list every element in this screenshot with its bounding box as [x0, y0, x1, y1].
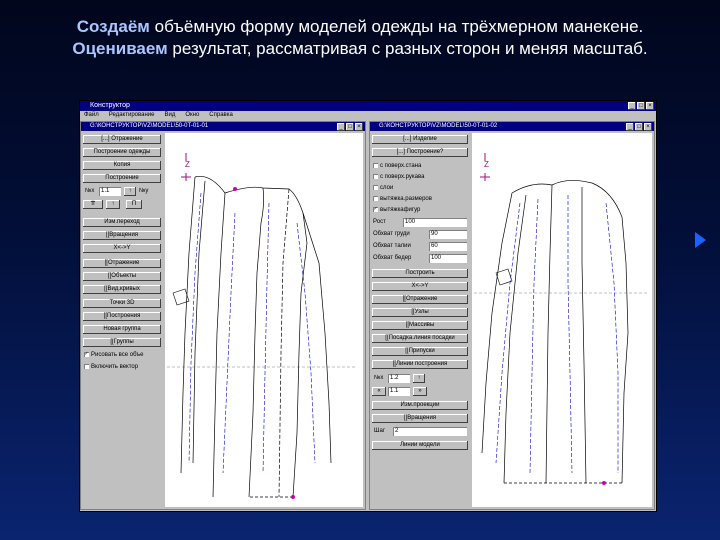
slide-title-text-1: объёмную форму моделей одежды на трёхмерном манекене.: [149, 17, 644, 36]
hem-point-marker: [602, 481, 606, 485]
nx-input[interactable]: 1.2: [388, 374, 410, 383]
p-button[interactable]: П: [126, 200, 142, 209]
slide-title-text-2: результат, рассматривая с разных сторон и меняя масштаб.: [167, 39, 648, 58]
nx-up-button[interactable]: ↑: [124, 187, 136, 196]
left-mannequin-drawing: [165, 133, 363, 507]
menu-edit[interactable]: Редактирование: [108, 112, 155, 118]
swap-xy-button[interactable]: X<->Y: [83, 244, 161, 253]
app-title-bar: [80, 101, 656, 111]
minimize-icon[interactable]: _: [626, 123, 634, 131]
neck-point-marker: [233, 187, 237, 191]
checkbox-empty-icon: [373, 163, 378, 168]
checkbox-layers[interactable]: [373, 184, 393, 193]
construction-lines-button[interactable]: [[Линии построения: [372, 360, 468, 369]
change-transition-button[interactable]: Изм.переход: [83, 218, 161, 227]
checkbox-check-icon: ✓: [373, 205, 378, 212]
left-window-title-bar: [81, 122, 365, 131]
checkbox-check-icon: ✓: [84, 350, 89, 357]
model-lines-button[interactable]: Линии модели: [372, 441, 468, 450]
menu-help[interactable]: Справка: [209, 112, 233, 118]
checkbox-sleeve[interactable]: [373, 173, 424, 182]
points-3d-button[interactable]: Точки 3D: [83, 299, 161, 308]
maximize-icon[interactable]: □: [635, 123, 643, 131]
nx-input[interactable]: 1.1: [99, 187, 121, 196]
menu-bar: [80, 111, 656, 120]
right-window-controls: [626, 123, 652, 131]
close-icon[interactable]: ×: [644, 123, 652, 131]
maximize-icon[interactable]: □: [346, 123, 354, 131]
right-window-title-bar: [370, 122, 654, 131]
slide-title-emphasis-2: Оцениваем: [72, 39, 168, 58]
app-window: [80, 101, 656, 511]
slide-title-line-1: [40, 16, 680, 38]
construction-button[interactable]: Построение: [83, 174, 161, 183]
checkbox-figure[interactable]: [373, 206, 420, 215]
build-button[interactable]: Построить: [372, 269, 468, 278]
height-input[interactable]: 100: [403, 218, 467, 227]
elbow-detail: [496, 269, 512, 285]
z-axis-label: Z: [185, 160, 190, 169]
checkbox-layers-label: слои: [380, 185, 394, 191]
allowances-button[interactable]: [[Припуски: [372, 347, 468, 356]
copy-button[interactable]: Копия: [83, 161, 161, 170]
garment-contour: [482, 180, 628, 483]
constructions-button[interactable]: [[Построения: [83, 312, 161, 321]
rotations-button[interactable]: [[Вращения: [83, 231, 161, 240]
fit-line-button[interactable]: [[Посадка.линия посадки: [372, 334, 468, 343]
close-icon[interactable]: ×: [355, 123, 363, 131]
step-label: Шаг: [374, 428, 386, 434]
vector-checkbox[interactable]: [84, 363, 138, 372]
minimize-icon[interactable]: _: [628, 102, 636, 110]
construction-menu-button[interactable]: [...] Построение?: [372, 148, 468, 157]
rotations-button[interactable]: [[Вращения: [372, 414, 468, 423]
checkbox-empty-icon: [373, 196, 378, 201]
nx-label: №х: [85, 188, 95, 194]
height-label: Рост: [373, 219, 386, 225]
right-window-title: G:\КОНСТРУКТОР\VZ\MODEL\50-0T-01-02: [379, 123, 498, 129]
left-arrows-button[interactable]: «: [372, 387, 386, 396]
app-window-controls: [628, 102, 654, 110]
slide-title: [40, 16, 680, 60]
right-model-window: [370, 122, 654, 509]
menu-file[interactable]: Файл: [84, 112, 99, 118]
checkbox-empty-icon: [373, 185, 378, 190]
reflections-button[interactable]: [[Отражение: [83, 259, 161, 268]
swap-xy-button[interactable]: X<->Y: [372, 282, 468, 291]
curve-view-button[interactable]: [[Вид.кривых: [83, 285, 161, 294]
checkbox-empty-icon: [373, 174, 378, 179]
arrays-button[interactable]: [[Массивы: [372, 321, 468, 330]
checkbox-sizes[interactable]: [373, 195, 432, 204]
minimize-icon[interactable]: _: [337, 123, 345, 131]
slide-bullet-arrow-icon: [695, 232, 706, 248]
build-clothes-button[interactable]: Построение одежды: [83, 148, 161, 157]
step-button[interactable]: ↑: [106, 200, 120, 209]
product-button[interactable]: [...] Изделие: [372, 135, 468, 144]
new-group-button[interactable]: Новая группа: [83, 325, 161, 334]
app-title: Конструктор: [90, 102, 130, 109]
nodes-button[interactable]: [[Узлы: [372, 308, 468, 317]
z-axis-label: Z: [484, 160, 489, 169]
change-projection-button[interactable]: Изм.проекции: [372, 401, 468, 410]
reflection-button[interactable]: [...] Отражение: [83, 135, 161, 144]
left-model-window: [81, 122, 365, 509]
checkbox-stan-label: с поверх.стана: [380, 163, 422, 169]
nx-label: №х: [374, 375, 384, 381]
right-model-canvas[interactable]: [472, 133, 652, 507]
checkbox-stan[interactable]: [373, 162, 421, 171]
groups-button[interactable]: [[Группы: [83, 338, 161, 347]
menu-window[interactable]: Окно: [185, 112, 200, 118]
hem-point-marker: [291, 495, 295, 499]
vector-label: Включить вектор: [91, 364, 139, 370]
nx-up-button[interactable]: ↑: [413, 374, 425, 383]
ny-label: №у: [139, 188, 149, 194]
waist-input[interactable]: 60: [429, 242, 467, 251]
checkbox-sleeve-label: с поверх.рукава: [380, 174, 425, 180]
left-model-canvas[interactable]: [165, 133, 363, 507]
hip-label: Обхват бедер: [373, 255, 412, 261]
maximize-icon[interactable]: □: [637, 102, 645, 110]
checkbox-empty-icon: [84, 364, 89, 369]
step-input[interactable]: 2: [393, 427, 467, 436]
ny-input[interactable]: 1.1: [388, 387, 410, 396]
checkbox-sizes-label: вытяжка.размеров: [380, 196, 432, 202]
reflections-button[interactable]: [[Отражение: [372, 295, 468, 304]
left-window-controls: [337, 123, 363, 131]
slide-title-line-2: [40, 38, 680, 60]
origin-mark: [181, 173, 191, 181]
mirror-button[interactable]: ⇈: [83, 200, 103, 209]
checkbox-figure-label: вытяжкафигур: [380, 207, 421, 213]
mannequin-contour: [496, 195, 618, 473]
objects-button[interactable]: [[Объекты: [83, 272, 161, 281]
hip-input[interactable]: 100: [429, 254, 467, 263]
left-window-title: G:\КОНСТРУКТОР\VZ\MODEL\50-0T-01-01: [90, 123, 209, 129]
chest-input[interactable]: 90: [429, 230, 467, 239]
right-arrows-button[interactable]: »: [413, 387, 427, 396]
right-mannequin-drawing: [472, 133, 652, 507]
slide-title-emphasis-1: Создаём: [76, 17, 150, 36]
draw-all-label: Рисовать все объе: [91, 352, 144, 358]
draw-all-checkbox[interactable]: [84, 351, 143, 360]
chest-label: Обхват груди: [373, 231, 410, 237]
close-icon[interactable]: ×: [646, 102, 654, 110]
menu-view[interactable]: Вид: [164, 112, 176, 118]
waist-label: Обхват талии: [373, 243, 411, 249]
origin-mark: [480, 173, 490, 181]
